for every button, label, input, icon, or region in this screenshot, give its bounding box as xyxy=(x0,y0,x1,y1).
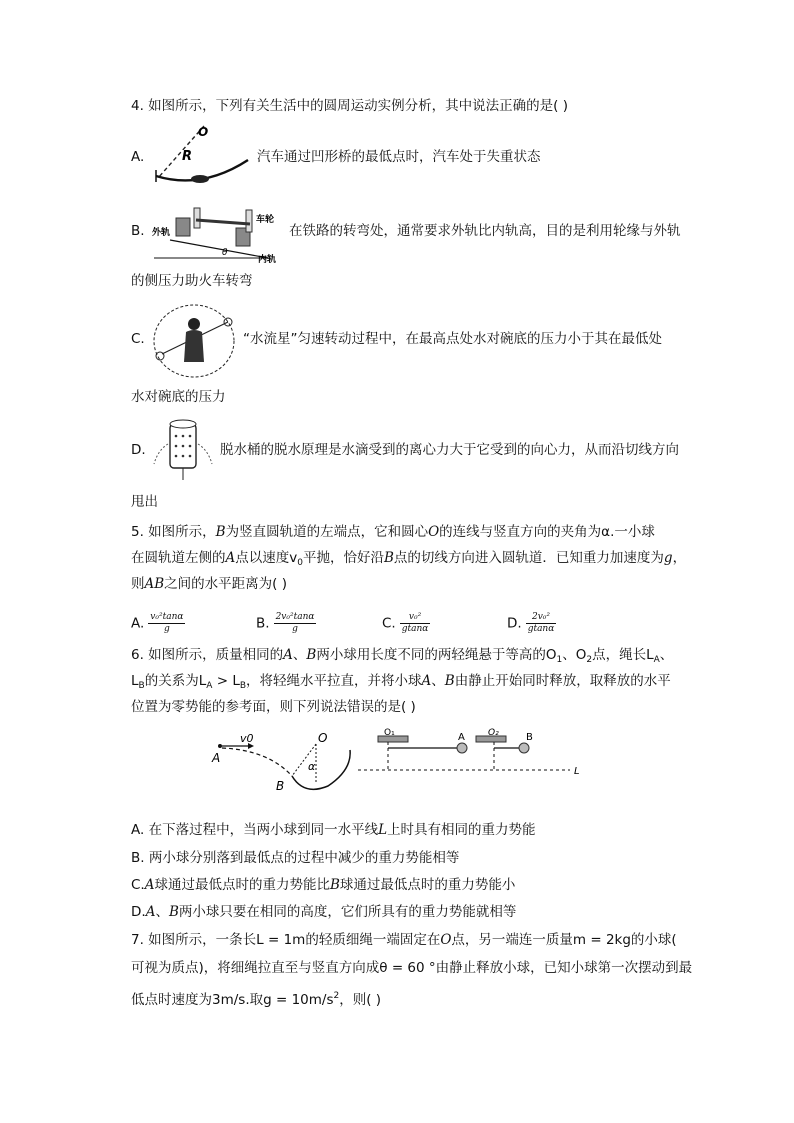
q5-option-d: D. $\frac{\text{2v₀²}}{gtan\alpha}$ xyxy=(507,612,555,634)
q6-fig-o: O xyxy=(318,731,328,745)
q6-fig2-b: B xyxy=(526,732,533,743)
q5-options xyxy=(131,606,591,640)
q5-option-b: B. $\frac{\text{2v₀²tanα}}{g}$ xyxy=(256,612,315,634)
q4-option-a-label: A. xyxy=(131,149,145,165)
q4-option-b-label: B. xyxy=(131,223,145,239)
q4-option-d-text-cont: 甩出 xyxy=(131,494,158,510)
q5-option-c: C. $\frac{\text{v₀²}}{gtan\alpha}$ xyxy=(382,612,429,634)
q6-line-3: 位置为零势能的参考面，则下列说法错误的是( ) xyxy=(131,699,416,715)
q4-option-d-text: 脱水桶的脱水原理是水滴受到的离心力大于它受到的向心力，从而沿切线方向 xyxy=(220,442,679,458)
q6-option-a: A. 在下落过程中，当两小球到同一水平线L上时具有相同的重力势能 xyxy=(131,822,536,838)
q4-option-d-label: D. xyxy=(131,442,146,458)
q6-option-c: C.A球通过最低点时的重力势能比B球通过最低点时的重力势能小 xyxy=(131,877,516,893)
q6-fig-o2: O₂ xyxy=(488,728,499,738)
q7-line-1: 7. 如图所示，一条长L = 1m的轻质细绳一端固定在O点，另一端连一质量m = 2kg的小球( xyxy=(131,932,677,948)
q4-concave-bridge-figure xyxy=(152,122,252,186)
q6-fig-v0: v0 xyxy=(240,732,254,745)
q4-option-b-text: 在铁路的转弯处，通常要求外轨比内轨高，目的是利用轮缘与外轨 xyxy=(289,223,681,239)
q4-fig-wheel: 车轮 xyxy=(256,215,275,225)
q7-line-3: 低点时速度为3m/s.取$g = 10m/s^2$，则( ) xyxy=(131,991,382,1008)
q4-fig-r-label: R xyxy=(182,149,193,164)
q6-projectile-figure xyxy=(208,726,358,794)
q4-fig-inner-rail: 内轨 xyxy=(258,255,277,264)
q4-fig-o-label: O xyxy=(198,125,209,139)
q4-option-a-text: 汽车通过凹形桥的最低点时，汽车处于失重状态 xyxy=(257,149,541,165)
q6-fig-a: A xyxy=(212,751,221,765)
q4-option-c-text-cont: 水对碗底的压力 xyxy=(131,389,226,405)
q6-option-d: D.A、B两小球只要在相同的高度，它们所具有的重力势能就相等 xyxy=(131,904,517,920)
q4-fig-outer-rail: 外轨 xyxy=(152,228,171,238)
q5-line-1: 5. 如图所示，B为竖直圆轨道的左端点，它和圆心O的连线与竖直方向的夹角为α.一小球 xyxy=(131,524,655,540)
q6-fig2-l: L xyxy=(574,766,580,777)
q7-line-2: 可视为质点)，将细绳拉直至与竖直方向成θ = 60 °由静止释放小球，已知小球第一次摆动到最 xyxy=(131,960,693,976)
q4-spin-dryer-figure xyxy=(150,414,216,484)
q6-fig-o1: O₁ xyxy=(384,728,395,738)
q4-option-b-text-cont: 的侧压力助火车转弯 xyxy=(131,273,253,289)
q4-railway-figure xyxy=(150,200,286,264)
q5-option-a: A. $\frac{\text{v₀²tanα}}{g}$ xyxy=(131,612,184,634)
q4-option-c-label: C. xyxy=(131,331,145,347)
q6-fig-alpha: α xyxy=(308,760,316,773)
q4-fig-theta: θ xyxy=(222,248,228,258)
q6-fig-b: B xyxy=(276,779,285,793)
q5-line-2: 在圆轨道左侧的A点以速度$v_0$平抛，恰好沿B点的切线方向进入圆轨道．已知重力加速度为g， xyxy=(131,550,687,568)
q5-line-3: 则AB之间的水平距离为( ) xyxy=(131,576,287,592)
q6-line-2: $L_B$的关系为$L_A > L_B$，将轻绳水平拉直，并将小球A、B由静止开始同时释放，取释放的水平 xyxy=(131,673,671,691)
q6-fig2-a: A xyxy=(458,732,465,743)
q6-option-b: B. 两小球分别落到最低点的过程中减少的重力势能相等 xyxy=(131,850,460,866)
q4-water-meteor-figure xyxy=(148,300,240,382)
q4-option-c-text: “水流星”匀速转动过程中，在最高点处水对碗底的压力小于其在最低处 xyxy=(243,331,662,347)
q4-stem: 4. 如图所示，下列有关生活中的圆周运动实例分析，其中说法正确的是( ) xyxy=(131,98,568,114)
q6-pendulum-figure xyxy=(356,726,588,794)
q6-line-1: 6. 如图所示，质量相同的A、B两小球用长度不同的两轻绳悬于等高的$O_1$、$O_2$点，绳长$L_A$、 xyxy=(131,647,674,665)
